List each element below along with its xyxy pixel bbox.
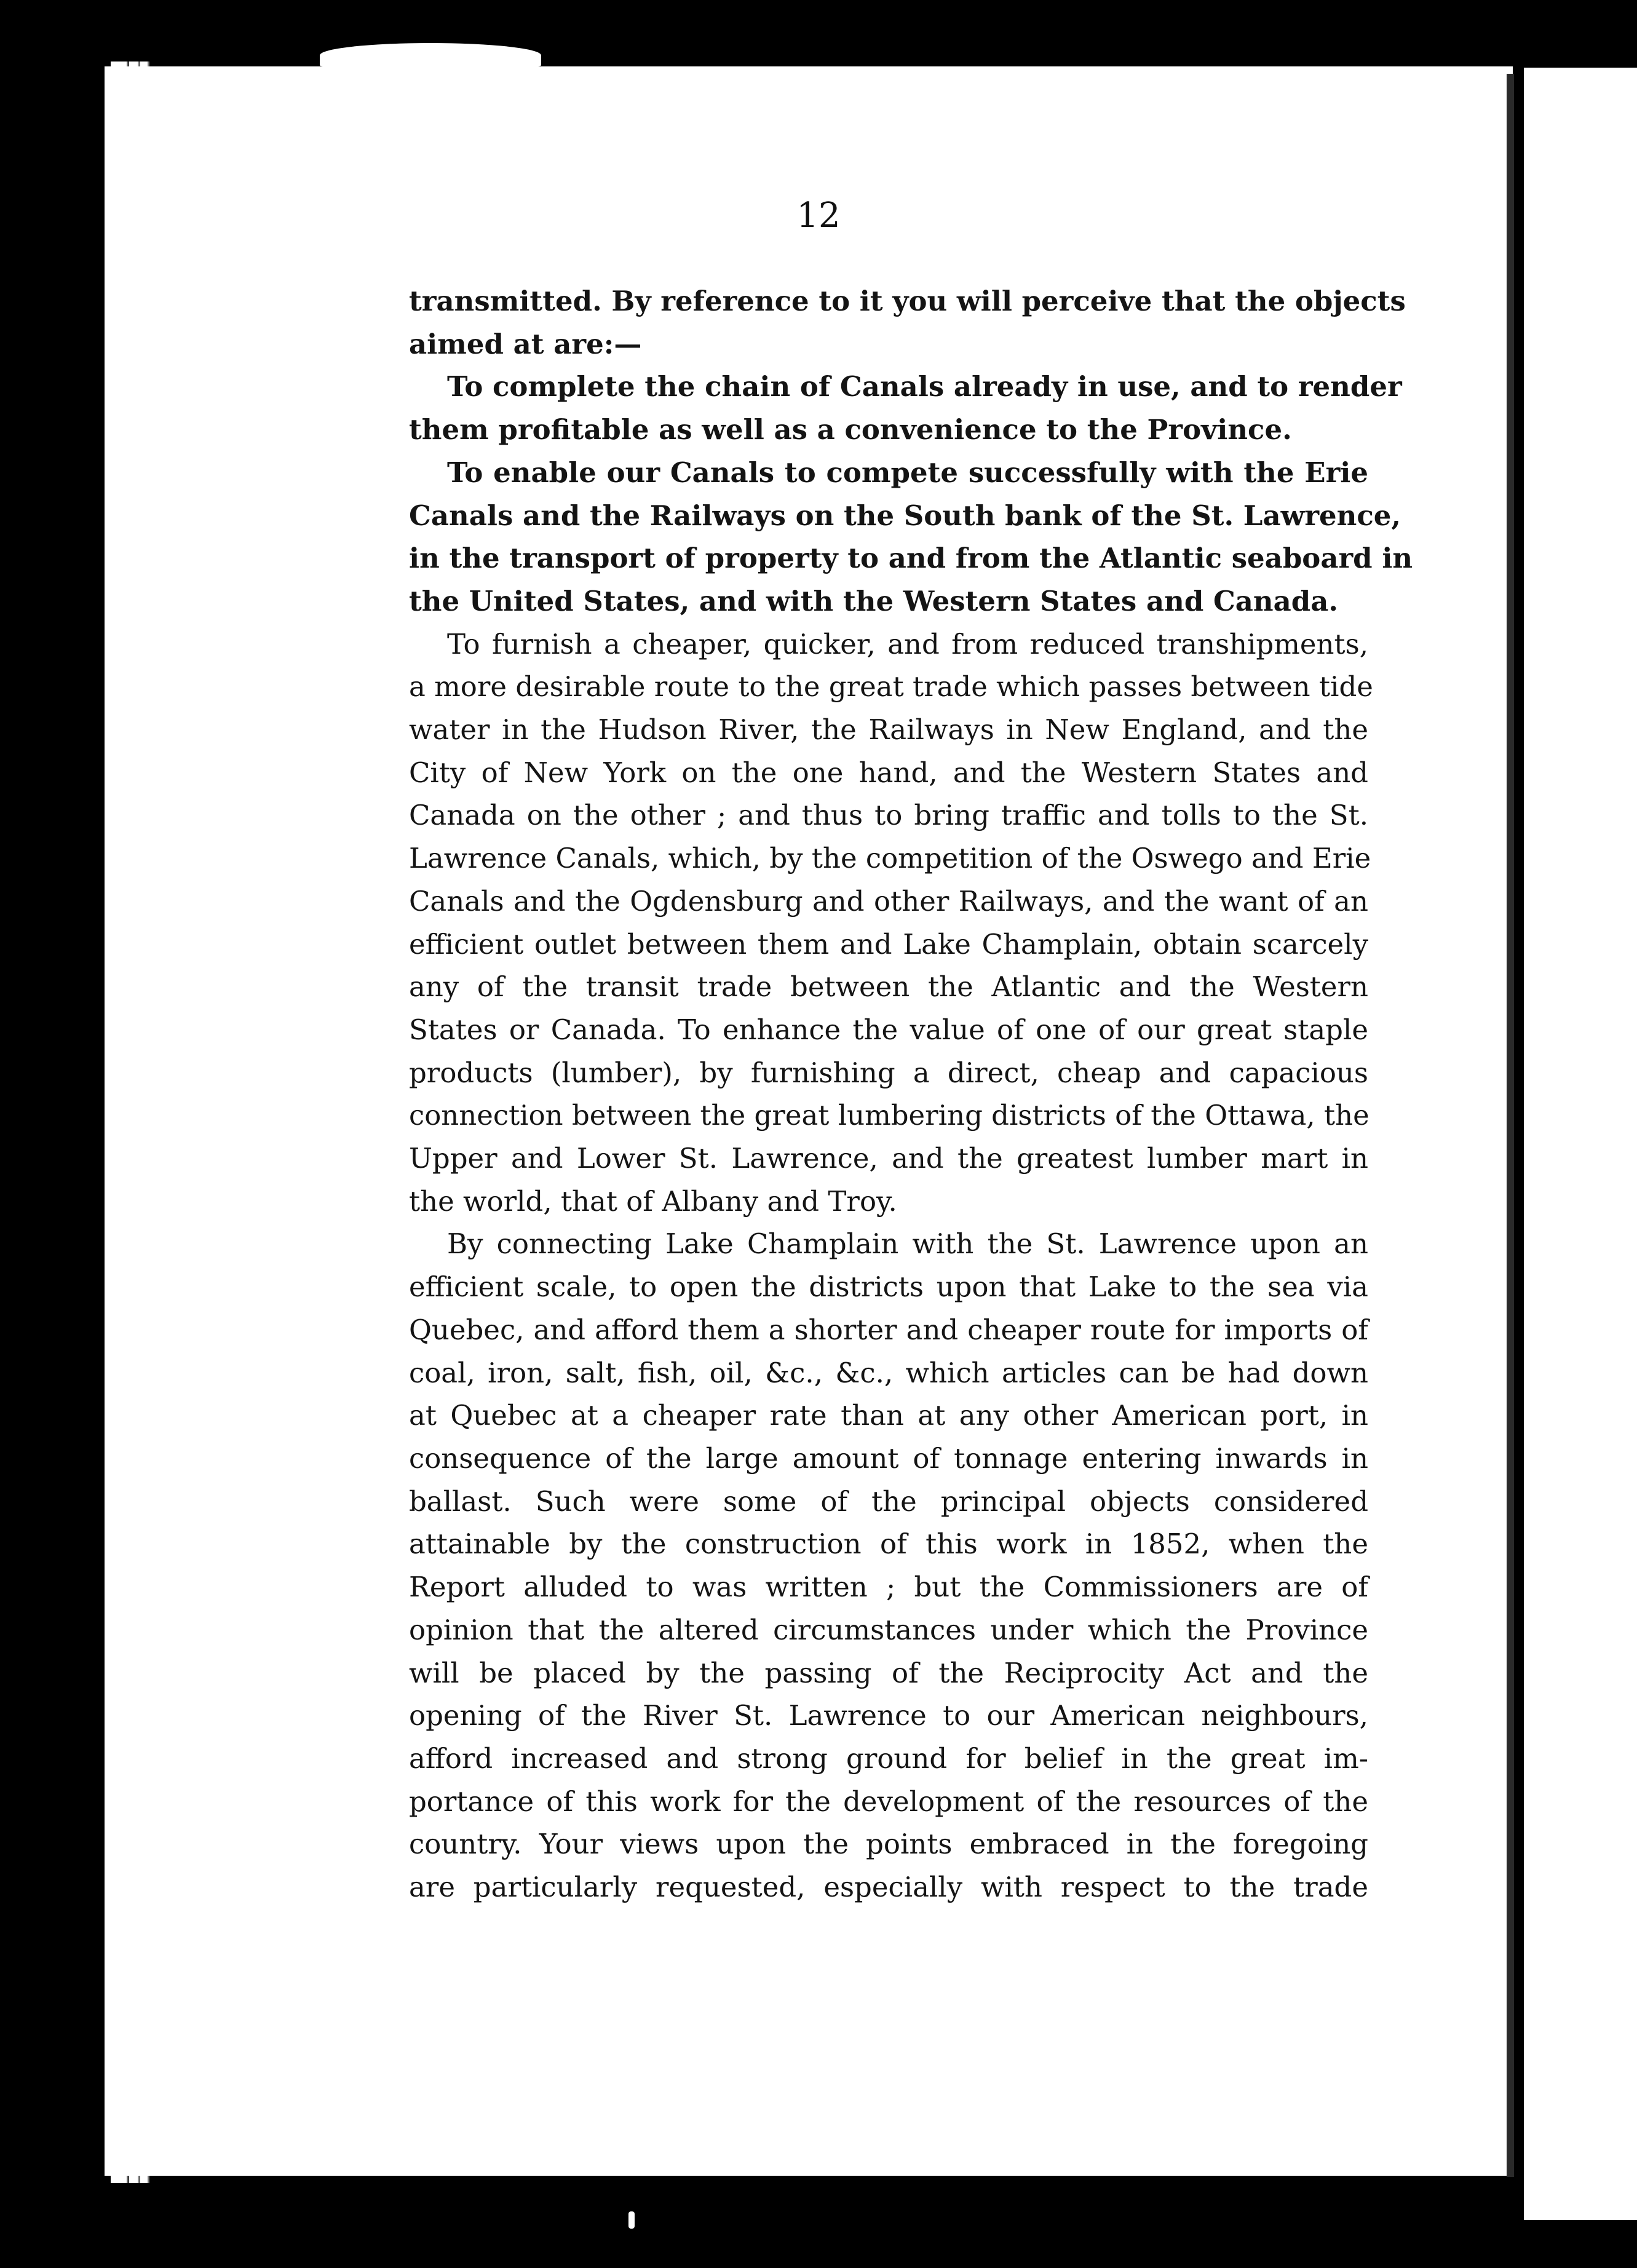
- text-line: States or Canada. To enhance the value of one of our great staple: [409, 1013, 1368, 1046]
- text-line: To complete the chain of Canals already in use, and to render: [447, 370, 1402, 403]
- text-line: country. Your views upon the points embraced in the foregoing: [409, 1828, 1368, 1861]
- text-line: opening of the River St. Lawrence to our American neighbours,: [409, 1699, 1368, 1732]
- text-line: Lawrence Canals, which, by the competition of the Oswego and Erie: [409, 842, 1371, 875]
- text-line: Canals and the Railways on the South bank of the St. Lawrence,: [409, 499, 1401, 532]
- page-number: 12: [796, 196, 841, 236]
- text-line: products (lumber), by furnishing a direct, cheap and capacious: [409, 1056, 1368, 1089]
- text-line: connection between the great lumbering districts of the Ottawa, the: [409, 1099, 1369, 1132]
- body-text: [409, 280, 1413, 1909]
- text-line: To enable our Canals to compete successfully with the Erie: [447, 456, 1368, 489]
- text-line: the United States, and with the Western States and Canada.: [409, 584, 1339, 617]
- text-line: afford increased and strong ground for belief in the great im-: [409, 1742, 1368, 1775]
- text-line: them profitable as well as a convenience to the Province.: [409, 413, 1292, 446]
- text-line: are particularly requested, especially with respect to the trade: [409, 1871, 1368, 1904]
- text-line: a more desirable route to the great trade which passes between tide: [409, 670, 1373, 704]
- text-line: transmitted. By reference to it you will perceive that the objects: [409, 285, 1406, 317]
- text-line: efficient outlet between them and Lake Champlain, obtain scarcely: [409, 927, 1368, 961]
- text-line: consequence of the large amount of tonnage entering inwards in: [409, 1441, 1368, 1475]
- text-line: efficient scale, to open the districts upon that Lake to the sea via: [409, 1271, 1368, 1304]
- text-line: water in the Hudson River, the Railways in New England, and the: [409, 713, 1368, 747]
- scan-mark: [628, 2211, 635, 2229]
- text-line: attainable by the construction of this work in 1852, when the: [409, 1528, 1368, 1561]
- paper-stain: [320, 43, 541, 68]
- text-line: Report alluded to was written ; but the Commissioners are of: [409, 1571, 1368, 1604]
- text-line: portance of this work for the development of the resources of the: [409, 1785, 1368, 1818]
- text-line: at Quebec at a cheaper rate than at any other American port, in: [409, 1399, 1368, 1432]
- facing-page-edge: [1524, 68, 1637, 2220]
- text-line: ballast. Such were some of the principal objects considered: [409, 1485, 1368, 1518]
- text-line: Upper and Lower St. Lawrence, and the greatest lumber mart in: [409, 1142, 1368, 1175]
- page-gutter-shadow: [1507, 74, 1514, 2177]
- text-line: Quebec, and afford them a shorter and cheaper route for imports of: [409, 1313, 1368, 1346]
- text-line: opinion that the altered circumstances under which the Province: [409, 1613, 1368, 1646]
- text-line: aimed at are:—: [409, 327, 642, 360]
- text-line: City of New York on the one hand, and the Western States and: [409, 756, 1368, 789]
- text-line: any of the transit trade between the Atlantic and the Western: [409, 970, 1368, 1004]
- text-line: in the transport of property to and from the Atlantic seaboard in: [409, 542, 1413, 575]
- text-line: the world, that of Albany and Troy.: [409, 1184, 897, 1218]
- text-line: Canada on the other ; and thus to bring traffic and tolls to the St.: [409, 799, 1368, 832]
- text-line: Canals and the Ogdensburg and other Railways, and the want of an: [409, 884, 1368, 918]
- text-line: will be placed by the passing of the Reciprocity Act and the: [409, 1656, 1368, 1689]
- text-line: coal, iron, salt, fish, oil, &c., &c., which articles can be had down: [409, 1356, 1368, 1389]
- text-line: To furnish a cheaper, quicker, and from reduced transhipments,: [447, 627, 1368, 660]
- text-line: By connecting Lake Champlain with the St. Lawrence upon an: [447, 1227, 1368, 1261]
